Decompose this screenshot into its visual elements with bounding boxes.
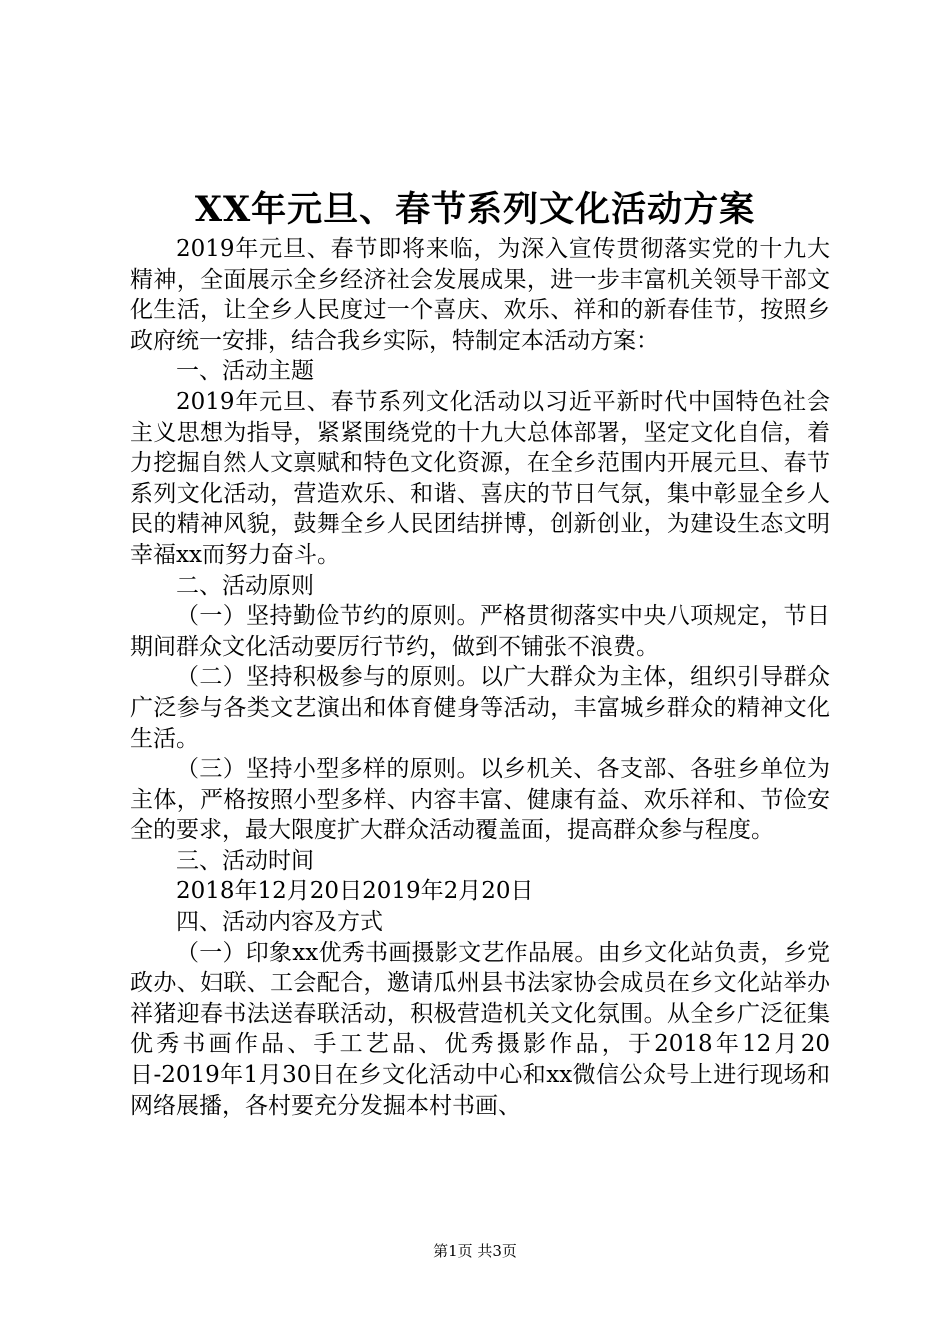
principle-paragraph-2: （二）坚持积极参与的原则。以广大群众为主体，组织引导群众广泛参与各类文艺演出和体育健身等活动，丰富城乡群众的精神文化生活。	[130, 664, 830, 752]
section-heading-theme: 一、活动主题	[176, 358, 314, 385]
time-paragraph: 2018年12月20日2019年2月20日	[176, 878, 534, 905]
content-paragraph-1: （一）印象xx优秀书画摄影文艺作品展。由乡文化站负责，乡党政办、妇联、工会配合，邀请瓜州县书法家协会成员在乡文化站举办祥猪迎春书法送春联活动，积极营造机关文化氛围。从全乡广泛征集优秀书画作品、手工艺品、优秀摄影作品，于2018年12月20日-2019年1月30日在乡文化活动中心和xx微信公众号上进行现场和网络展播，各村要充分发掘本村书画、	[130, 939, 830, 1119]
section-heading-principles: 二、活动原则	[176, 572, 314, 599]
principle-paragraph-3: （三）坚持小型多样的原则。以乡机关、各支部、各驻乡单位为主体，严格按照小型多样、内容丰富、健康有益、欢乐祥和、节俭安全的要求，最大限度扩大群众活动覆盖面，提高群众参与程度。	[130, 756, 830, 844]
principle-paragraph-1: （一）坚持勤俭节约的原则。严格贯彻落实中央八项规定，节日期间群众文化活动要厉行节约，做到不铺张不浪费。	[130, 603, 830, 660]
section-heading-time: 三、活动时间	[176, 847, 314, 874]
page-number-footer: 第1页 共3页	[433, 1242, 517, 1260]
document-title: XX年元旦、春节系列文化活动方案	[194, 189, 756, 230]
document-body	[130, 234, 830, 1121]
section-heading-content: 四、活动内容及方式	[176, 909, 383, 936]
theme-paragraph: 2019年元旦、春节系列文化活动以习近平新时代中国特色社会主义思想为指导，紧紧围绕党的十九大总体部署，坚定文化自信，着力挖掘自然人文禀赋和特色文化资源，在全乡范围内开展元旦、春节系列文化活动，营造欢乐、和谐、喜庆的节日气氛，集中彰显全乡人民的精神风貌，鼓舞全乡人民团结拼博，创新创业，为建设生态文明幸福xx而努力奋斗。	[130, 388, 830, 568]
intro-paragraph: 2019年元旦、春节即将来临，为深入宣传贯彻落实党的十九大精神，全面展示全乡经济社会发展成果，进一步丰富机关领导干部文化生活，让全乡人民度过一个喜庆、欢乐、祥和的新春佳节，按照乡政府统一安排，结合我乡实际，特制定本活动方案：	[130, 236, 830, 354]
